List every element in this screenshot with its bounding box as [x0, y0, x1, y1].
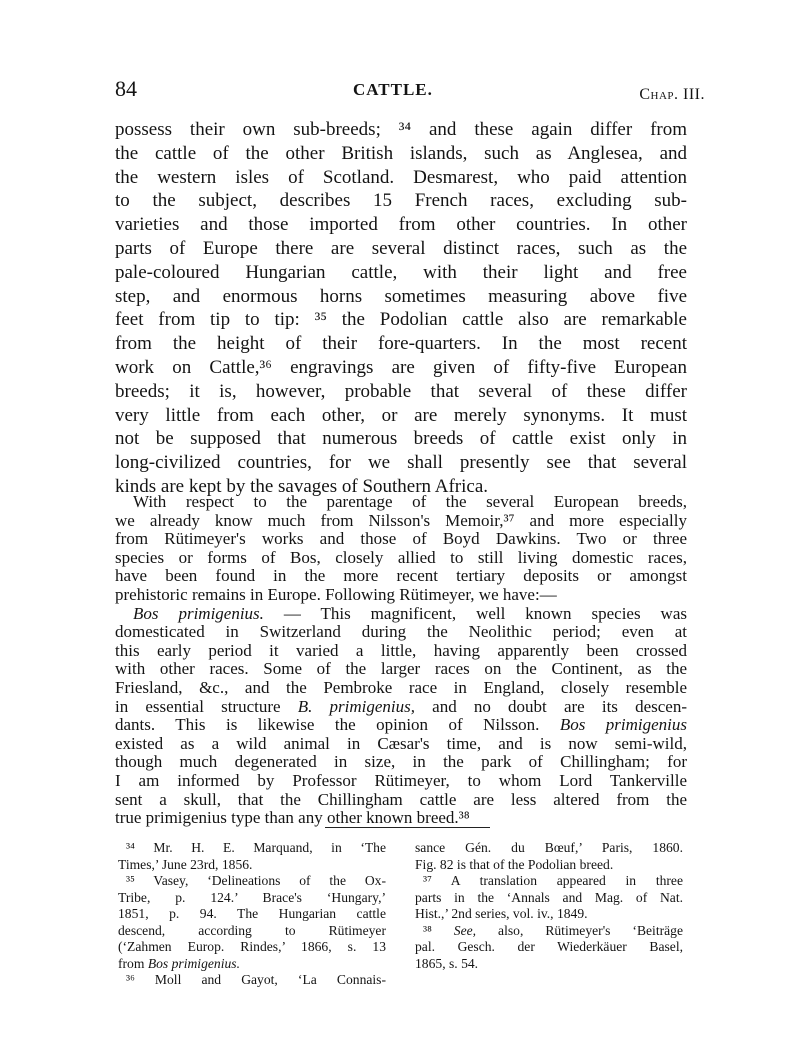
footnote-divider — [325, 827, 490, 828]
species-name: Bos primigenius — [559, 715, 687, 735]
footnote-line: 1851, p. 94. The Hungarian cattle — [118, 906, 386, 921]
page-header — [115, 76, 715, 106]
footnote-line: Hist.,’ 2nd series, vol. iv., 1849. — [415, 906, 588, 921]
footnote-line: ³⁷ A translation appeared in three — [423, 873, 683, 888]
footnotes-left-column — [118, 840, 386, 989]
text-line: breeds; it is, however, probable that several of these differ — [115, 380, 687, 402]
footnote-line: pal. Gesch. der Wiederkäuer Basel, — [415, 939, 683, 954]
text-line: in essential structure B. primigenius, and no doubt are its descen- — [115, 696, 687, 716]
text-line: existed as a wild animal in Cæsar's time, and is now semi-wild, — [115, 733, 687, 753]
footnote-line: ³⁸ See, also, Rütimeyer's ‘Beiträge — [423, 922, 683, 938]
running-title: CATTLE. — [353, 80, 433, 99]
footnote-line: sance Gén. du Bœuf,’ Paris, 1860. — [415, 840, 683, 855]
text-line: dants. This is likewise the opinion of Nilsson. Bos primigenius — [115, 715, 687, 735]
footnote-line: from Bos primigenius. — [118, 955, 240, 971]
text-line: varieties and those imported from other countries. In other — [115, 214, 687, 236]
text-line: With respect to the parentage of the several European breeds, — [133, 492, 687, 511]
footnote-line: Fig. 82 is that of the Podolian breed. — [415, 856, 614, 872]
text-line: from the height of their fore-quarters. In the most recent — [115, 333, 687, 355]
text-line: species or forms of Bos, closely allied to still living domestic races, — [115, 547, 687, 567]
text-line: parts of Europe there are several distinct races, such as the — [115, 237, 687, 259]
text-line: possess their own sub-breeds; ³⁴ and these again differ from — [115, 119, 687, 140]
text-line: I am informed by Professor Rütimeyer, to whom Lord Tankerville — [115, 770, 687, 790]
text-line: very little from each other, or are merely synonyms. It must — [115, 404, 687, 426]
text-line: step, and enormous horns sometimes measuring above five — [115, 285, 687, 307]
footnotes-right-column — [415, 840, 683, 972]
species-name: B. primigenius, — [297, 696, 416, 716]
text-line: have been found in the more recent tertiary deposits or amongst — [115, 566, 687, 586]
chapter-label: Chap. III. — [639, 86, 705, 103]
text-line: true primigenius type than any other known breed.³⁸ — [115, 808, 470, 828]
footnote-line: 1865, s. 54. — [415, 955, 479, 971]
text-line: with other races. Some of the larger races on the Continent, as the — [115, 659, 687, 679]
text-line: sent a skull, that the Chillingham cattle are less altered from the — [115, 789, 687, 809]
footnote-line: Times,’ June 23rd, 1856. — [118, 856, 253, 872]
text-line: pale-coloured Hungarian cattle, with their light and free — [115, 261, 687, 283]
text-line: from Rütimeyer's works and those of Boyd Dawkins. Two or three — [115, 529, 687, 549]
footnote-line: ³⁶ Moll and Gayot, ‘La Connais- — [126, 972, 386, 987]
text-line: work on Cattle,³⁶ engravings are given of fifty-five European — [115, 356, 687, 378]
text-line: to the subject, describes 15 French races, excluding sub- — [115, 190, 687, 212]
text-line: not be supposed that numerous breeds of cattle exist only in — [115, 428, 687, 450]
text-line: domesticated in Switzerland during the Neolithic period; even at — [115, 622, 687, 642]
footnote-line: (‘Zahmen Europ. Rindes,’ 1866, s. 13 — [118, 939, 386, 954]
text-line: the cattle of the other British islands, such as Anglesea, and — [115, 142, 687, 164]
footnote-line: Tribe, p. 124.’ Brace's ‘Hungary,’ — [118, 889, 386, 905]
text-line: prehistoric remains in Europe. Following Rütimeyer, we have:— — [115, 584, 557, 604]
text-line: the western isles of Scotland. Desmarest, who paid attention — [115, 166, 687, 188]
text-line: though much degenerated in size, in the park of Chillingham; for — [115, 752, 687, 772]
small-print-section — [115, 493, 687, 828]
footnote-line: ³⁵ Vasey, ‘Delineations of the Ox- — [126, 873, 386, 888]
text-line: long-civilized countries, for we shall presently see that several — [115, 452, 687, 474]
species-name: Bos primigenius. — [133, 603, 264, 623]
text-line: we already know much from Nilsson's Memoir,³⁷ and more especially — [115, 510, 687, 530]
page-number: 84 — [115, 76, 137, 101]
footnote-line: ³⁴ Mr. H. E. Marquand, in ‘The — [126, 840, 386, 855]
text-line: Bos primigenius. — This magnificent, well known species was — [133, 603, 687, 623]
footnote-line: descend, according to Rütimeyer — [118, 922, 386, 938]
main-paragraph — [115, 118, 687, 499]
text-line: Friesland, &c., and the Pembroke race in England, closely resemble — [115, 677, 687, 697]
footnote-line: parts in the ‘Annals and Mag. of Nat. — [415, 889, 683, 905]
text-line: kinds are kept by the savages of Southern Africa. — [115, 475, 489, 497]
text-line: this early period it varied a little, having apparently been crossed — [115, 640, 687, 660]
text-line: feet from tip to tip: ³⁵ the Podolian cattle also are remarkable — [115, 309, 687, 331]
